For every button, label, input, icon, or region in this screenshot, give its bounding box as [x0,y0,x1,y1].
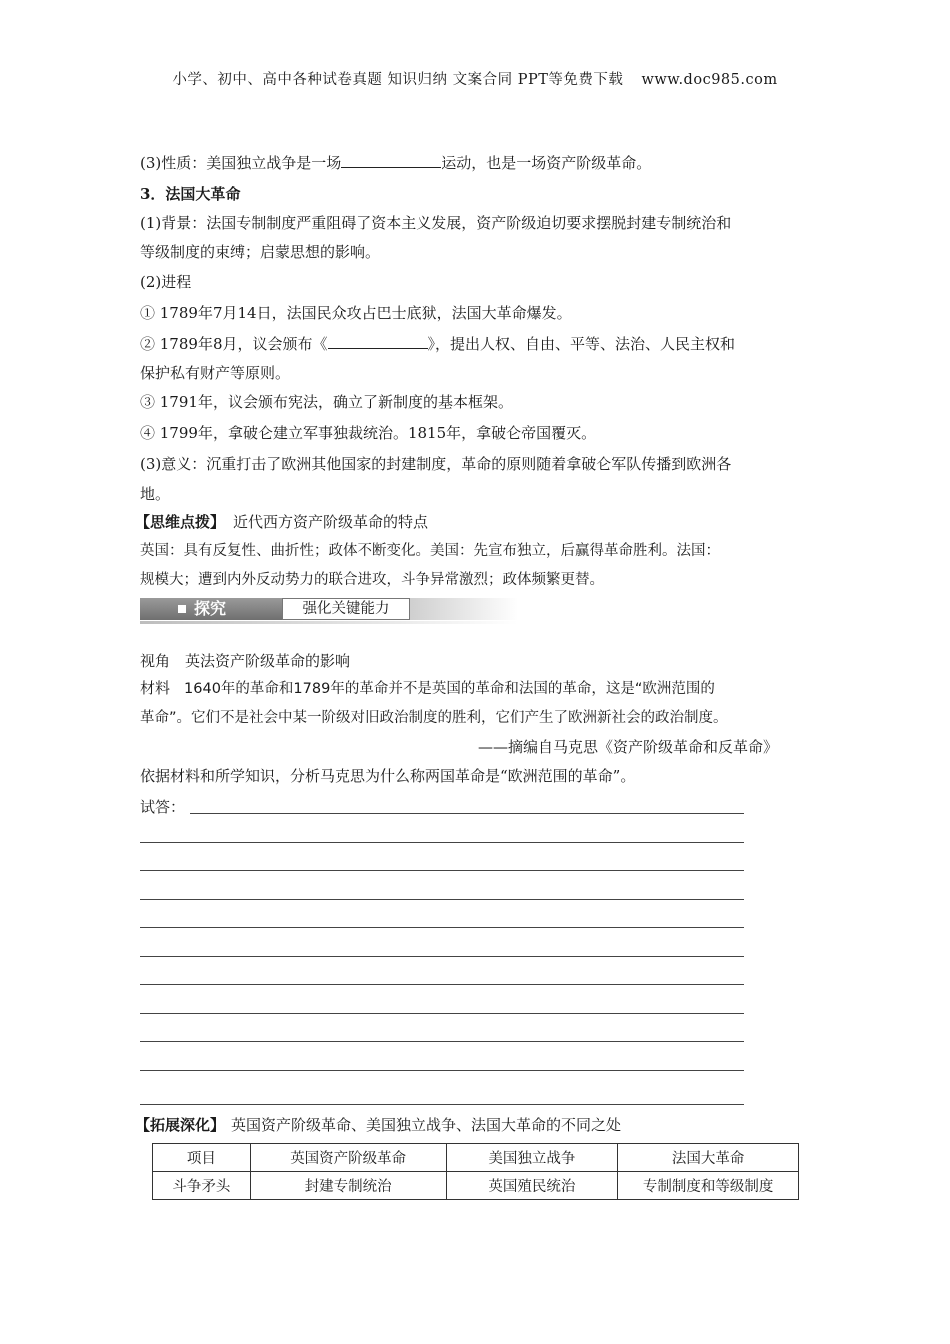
progress-item-4: ④ 1799年，拿破仑建立军事独裁统治。1815年，拿破仑帝国覆灭。 [140,424,597,442]
table-header-row [153,1144,799,1172]
table-header-cell: 美国独立战争 [446,1144,618,1172]
comparison-table [152,1143,799,1200]
table-cell: 封建专制统治 [250,1172,446,1200]
table-cell: 斗争矛头 [153,1172,251,1200]
table-row [153,1172,799,1200]
answer-blank-1[interactable] [341,153,441,168]
material-text-1: 1640年的革命和1789年的革命并不是英国的革命和法国的革命，这是“欧洲范围的 [184,681,715,697]
table-cell: 专制制度和等级制度 [618,1172,799,1200]
answer-line-6[interactable] [140,956,744,957]
answer-line-10[interactable] [140,1070,744,1071]
progress-item-2-pre: ② 1789年8月，议会颁布《 [140,335,328,353]
header-text: 小学、初中、高中各种试卷真题 知识归纳 文案合同 PPT等免费下载 [172,72,624,88]
explore-banner-text: 探究 [194,599,227,618]
table-cell: 英国殖民统治 [446,1172,618,1200]
progress-heading: (2)进程 [140,273,192,291]
material-line-1 [140,678,715,699]
header-url[interactable]: www.doc985.com [641,72,778,88]
progress-item-1: ① 1789年7月14日，法国民众攻占巴士底狱，法国大革命爆发。 [140,304,572,322]
nature-suffix: 运动，也是一场资产阶级革命。 [441,154,652,172]
answer-line-11[interactable] [140,1104,744,1105]
question-text: 依据材料和所学知识，分析马克思为什么称两国革命是“欧洲范围的革命”。 [140,767,636,785]
answer-blank-2[interactable] [328,334,428,349]
background-line-2: 等级制度的束缚；启蒙思想的影响。 [140,243,381,261]
page-header [0,68,950,89]
progress-item-2-post: 》，提出人权、自由、平等、法治、人民主权和 [427,335,736,353]
progress-item-3: ③ 1791年，议会颁布宪法，确立了新制度的基本框架。 [140,393,513,411]
tip-line-2: 规模大；遭到内外反动势力的联合进攻，斗争异常激烈；政体频繁更替。 [140,572,604,588]
progress-item-2 [140,334,735,354]
significance-line-1: (3)意义：沉重打击了欧洲其他国家的封建制度，革命的原则随着拿破仑军队传播到欧洲各 [140,455,732,473]
table-header-cell: 法国大革命 [618,1144,799,1172]
answer-line-9[interactable] [140,1041,744,1042]
answer-label: 试答： [140,798,186,816]
thinking-tip [135,512,428,532]
nature-line [140,153,651,173]
banner-underbar [140,621,518,624]
answer-line-2[interactable] [140,842,744,843]
answer-line-5[interactable] [140,927,744,928]
significance-line-2: 地。 [140,485,171,503]
answer-line-1[interactable] [190,813,744,814]
extension-label: 【拓展深化】 [135,1116,226,1134]
extension-heading [135,1115,621,1135]
explore-banner [140,598,518,624]
explore-banner-tab: 强化关键能力 [282,598,410,620]
extension-title: 英国资产阶级革命、美国独立战争、法国大革命的不同之处 [231,1116,622,1134]
tip-title: 近代西方资产阶级革命的特点 [233,513,429,531]
answer-line-3[interactable] [140,870,744,871]
tip-line-1: 英国：具有反复性、曲折性；政体不断变化。美国：先宣布独立，后赢得革命胜利。法国： [140,543,720,559]
material-line-2: 革命”。它们不是社会中某一阶级对旧政治制度的胜利，它们产生了欧洲新社会的政治制度。 [140,710,728,726]
material-source: ——摘编自马克思《资产阶级革命和反革命》 [478,738,779,756]
answer-line-8[interactable] [140,1013,744,1014]
progress-item-2-line2: 保护私有财产等原则。 [140,364,291,382]
square-bullet-icon [178,605,186,613]
angle-title: 视角 英法资产阶级革命的影响 [140,652,351,670]
section-heading-french-revolution: 3．法国大革命 [140,185,241,203]
material-label: 材料 [140,679,171,697]
background-line-1: (1)背景：法国专制制度严重阻碍了资本主义发展，资产阶级迫切要求摆脱封建专制统治和 [140,214,732,232]
table-header-cell: 英国资产阶级革命 [250,1144,446,1172]
answer-line-4[interactable] [140,899,744,900]
banner-fade [410,598,518,620]
nature-prefix: (3)性质：美国独立战争是一场 [140,154,342,172]
table-header-cell: 项目 [153,1144,251,1172]
tip-label: 【思维点拨】 [135,513,226,531]
explore-banner-main [140,598,282,620]
answer-line-7[interactable] [140,984,744,985]
